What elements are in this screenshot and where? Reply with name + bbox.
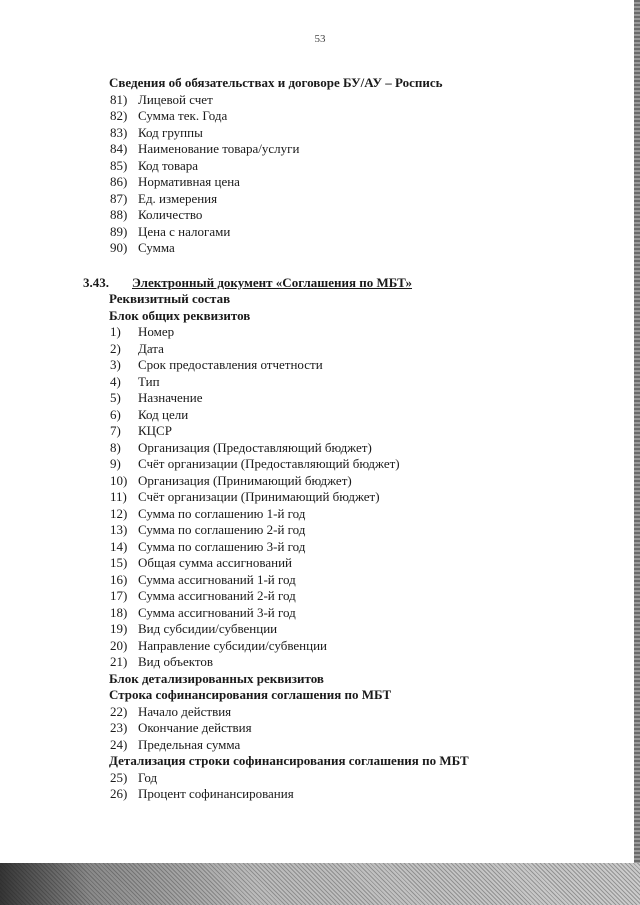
item-number: 8)	[110, 439, 121, 455]
list-item	[109, 456, 609, 473]
section-title-text: Электронный документ «Соглашения по МБТ»	[132, 274, 413, 290]
item-text: Сумма ассигнований 3-й год	[138, 604, 296, 620]
item-text: Сумма по соглашению 3-й год	[138, 538, 306, 554]
cofin-detail-list	[109, 770, 609, 803]
item-number: 21)	[110, 654, 128, 669]
item-number: 15)	[110, 555, 128, 570]
list-item	[109, 108, 609, 125]
item-number: 12)	[110, 505, 128, 521]
cofin-detail-heading: Детализация строки софинансирования соглашения по МБТ	[109, 753, 469, 768]
list-item	[109, 357, 609, 374]
item-number: 88)	[110, 207, 128, 222]
section-title	[83, 275, 609, 292]
item-text: Лицевой счет	[138, 91, 213, 107]
list-item	[109, 224, 609, 241]
item-number: 82)	[110, 108, 128, 123]
item-number: 20)	[110, 637, 128, 653]
item-text: Цена с налогами	[138, 223, 231, 239]
item-text: Год	[138, 769, 158, 785]
item-number: 90)	[110, 240, 128, 255]
item-number: 85)	[110, 157, 128, 173]
list-item	[109, 207, 609, 224]
list-item	[109, 588, 609, 605]
list-item	[109, 473, 609, 490]
item-number: 1)	[110, 324, 121, 339]
cofin-heading: Строка софинансирования соглашения по МБТ	[109, 687, 392, 702]
list-item	[109, 654, 609, 671]
cofin-list	[109, 704, 609, 754]
item-text: Срок предоставления отчетности	[138, 357, 323, 372]
list-item	[109, 125, 609, 142]
item-number: 26)	[110, 786, 128, 801]
list-item	[109, 522, 609, 539]
list-item	[109, 324, 609, 341]
item-text: Вид объектов	[138, 654, 214, 669]
item-text: Назначение	[138, 390, 203, 405]
block1-heading: Сведения об обязательствах и договоре БУ/АУ – Роспись	[109, 75, 443, 90]
item-number: 83)	[110, 124, 128, 140]
item-number: 16)	[110, 571, 128, 587]
item-text: Код цели	[138, 406, 189, 422]
item-number: 19)	[110, 621, 128, 636]
document-body	[83, 75, 609, 803]
item-number: 87)	[110, 190, 128, 206]
item-text: КЦСР	[138, 423, 172, 438]
item-text: Сумма по соглашению 2-й год	[138, 522, 306, 537]
list-item	[109, 390, 609, 407]
list-item	[109, 720, 609, 737]
list-item	[109, 737, 609, 754]
item-text: Организация (Предоставляющий бюджет)	[138, 439, 372, 455]
item-number: 11)	[110, 489, 127, 504]
common-block-heading: Блок общих реквизитов	[109, 307, 251, 323]
item-text: Сумма тек. Года	[138, 108, 228, 123]
item-text: Общая сумма ассигнований	[138, 555, 292, 570]
list-item	[109, 638, 609, 655]
list-item	[109, 341, 609, 358]
list-item	[109, 770, 609, 787]
item-number: 22)	[110, 703, 128, 719]
item-text: Сумма ассигнований 1-й год	[138, 571, 296, 587]
page-number: 53	[314, 33, 326, 45]
item-text: Код товара	[138, 157, 199, 173]
item-number: 5)	[110, 390, 121, 405]
common-block-list	[109, 324, 609, 671]
item-number: 86)	[110, 174, 128, 189]
item-number: 13)	[110, 522, 128, 537]
list-item	[109, 440, 609, 457]
item-text: Счёт организации (Предоставляющий бюджет)	[138, 456, 400, 471]
list-item	[109, 786, 609, 803]
item-number: 24)	[110, 736, 128, 752]
item-text: Сумма ассигнований 2-й год	[138, 588, 296, 603]
block1-list	[109, 92, 609, 257]
item-text: Счёт организации (Принимающий бюджет)	[138, 489, 380, 504]
list-item	[109, 539, 609, 556]
item-number: 14)	[110, 538, 128, 554]
list-item	[109, 555, 609, 572]
item-text: Процент софинансирования	[138, 786, 294, 801]
section-number: 3.43.	[83, 274, 109, 290]
item-text: Вид субсидии/субвенции	[138, 621, 278, 636]
list-item	[109, 141, 609, 158]
list-item	[109, 407, 609, 424]
item-text: Наименование товара/услуги	[138, 141, 300, 156]
list-item	[109, 704, 609, 721]
item-number: 2)	[110, 340, 121, 356]
item-number: 84)	[110, 141, 128, 156]
item-number: 7)	[110, 423, 121, 438]
item-text: Направление субсидии/субвенции	[138, 637, 327, 653]
item-number: 3)	[110, 357, 121, 372]
detail-block-heading: Блок детализированных реквизитов	[109, 670, 324, 686]
item-text: Сумма по соглашению 1-й год	[138, 505, 306, 521]
item-number: 17)	[110, 588, 128, 603]
item-text: Предельная сумма	[138, 736, 241, 752]
list-item	[109, 506, 609, 523]
item-text: Код группы	[138, 124, 203, 140]
item-number: 89)	[110, 223, 128, 239]
item-text: Ед. измерения	[138, 190, 218, 206]
list-item	[109, 174, 609, 191]
item-text: Окончание действия	[138, 720, 252, 735]
list-item	[109, 374, 609, 391]
item-text: Дата	[138, 340, 164, 356]
item-number: 25)	[110, 769, 128, 785]
scan-edge-right	[634, 0, 640, 905]
list-item	[109, 489, 609, 506]
item-number: 9)	[110, 456, 121, 471]
item-text: Номер	[138, 324, 175, 339]
item-number: 81)	[110, 91, 128, 107]
item-text: Организация (Принимающий бюджет)	[138, 472, 352, 488]
item-number: 10)	[110, 472, 128, 488]
item-number: 23)	[110, 720, 128, 735]
item-number: 6)	[110, 406, 121, 422]
list-item	[109, 572, 609, 589]
item-text: Сумма	[138, 240, 175, 255]
list-item	[109, 191, 609, 208]
item-number: 4)	[110, 373, 121, 389]
list-item	[109, 423, 609, 440]
list-item	[109, 605, 609, 622]
item-text: Начало действия	[138, 703, 232, 719]
item-text: Количество	[138, 207, 203, 222]
item-number: 18)	[110, 604, 128, 620]
list-item	[109, 92, 609, 109]
item-text: Нормативная цена	[138, 174, 240, 189]
section-subtitle: Реквизитный состав	[109, 291, 231, 306]
scan-edge-bottom	[0, 863, 640, 905]
item-text: Тип	[138, 373, 160, 389]
list-item	[109, 621, 609, 638]
list-item	[109, 240, 609, 257]
list-item	[109, 158, 609, 175]
